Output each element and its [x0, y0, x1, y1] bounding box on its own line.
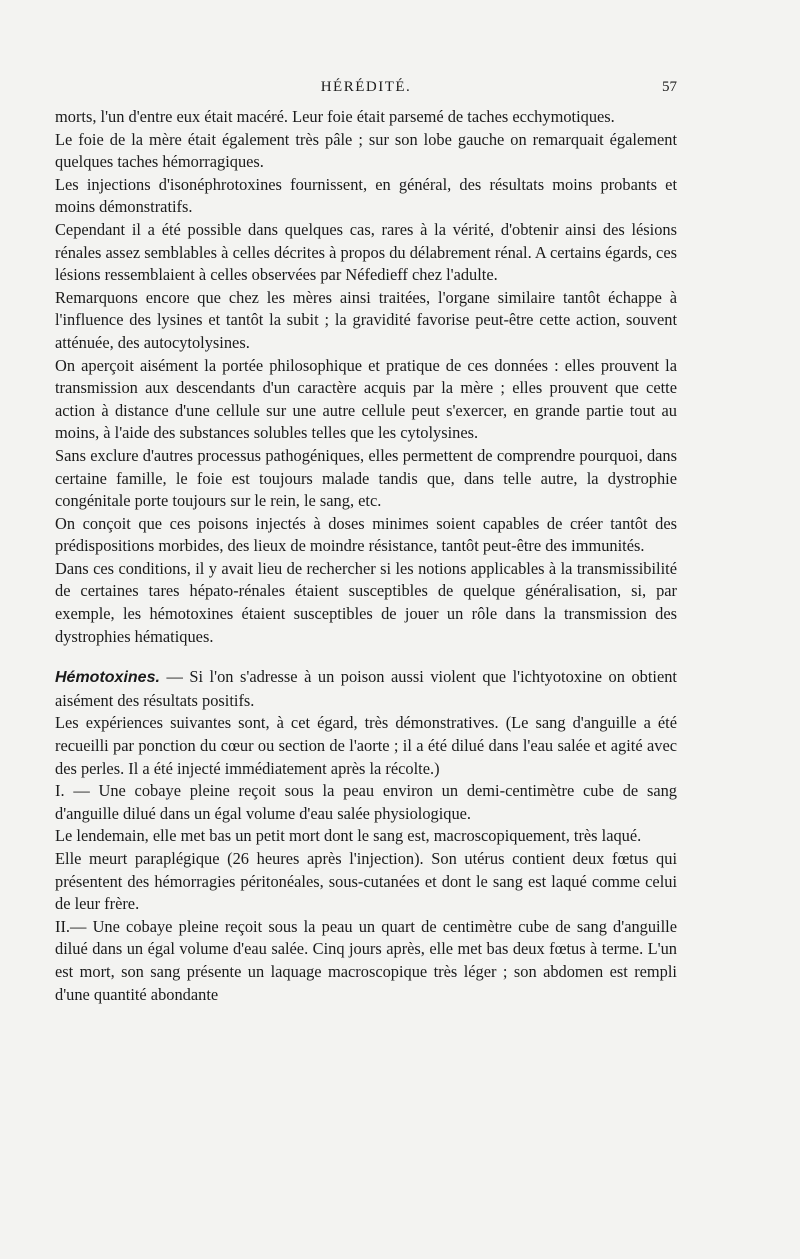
running-head	[55, 72, 677, 106]
paragraph-3: Les injections d'isonéphrotoxines fournissent, en général, des résultats moins probants et moins démonstratifs.	[55, 174, 677, 217]
paragraph-1: morts, l'un d'entre eux était macéré. Leur foie était parsemé de taches ecchymotiques.	[55, 107, 615, 126]
paragraph-8: On conçoit que ces poisons injectés à doses minimes soient capables de créer tantôt des prédispositions morbides, des lieux de moindre résistance, tantôt peut-être des immunités.	[55, 513, 677, 556]
section-intro-paragraph	[55, 666, 677, 712]
page-number: 57	[662, 79, 677, 95]
section-gap	[55, 648, 677, 666]
paragraph-5: Remarquons encore que chez les mères ainsi traitées, l'organe similaire tantôt échappe à l'influence des lysines et tantôt la subit ; la gravidité favorise peut-être cette action, souvent atténuée, des autocytolysines.	[55, 287, 677, 352]
running-title: HÉRÉDITÉ.	[320, 79, 412, 95]
paragraph-6: On aperçoit aisément la portée philosophique et pratique de ces données : elles prouvent la transmission aux descendants d'un caractère acquis par la mère ; elles prouvent que cette action à distance d'une cellule sur une autre cellule peut s'exercer, en grande partie tout au moins, à l'aide des substances solubles telles que les cytolysines.	[55, 355, 677, 443]
paragraph-2: Le foie de la mère était également très pâle ; sur son lobe gauche on remarquait également quelques taches hémorragiques.	[55, 129, 677, 172]
section-paragraph-5: II.— Une cobaye pleine reçoit sous la peau un quart de centimètre cube de sang d'anguille dilué dans un égal volume d'eau salée. Cinq jours après, elle met bas deux fœtus à terme. L'un est mort, son sang présente un laquage macroscopique très léger ; son abdomen est rempli d'une quantité abondante	[55, 916, 677, 1004]
paragraph-4: Cependant il a été possible dans quelques cas, rares à la vérité, d'obtenir ainsi des lésions rénales assez semblables à celles décrites à propos du délabrement rénal. A certains égards, ces lésions ressemblaient à celles observées par Néfedieff chez l'adulte.	[55, 219, 677, 285]
section-paragraph-3: Le lendemain, elle met bas un petit mort dont le sang est, macroscopiquement, très laqué.	[55, 826, 642, 846]
paragraph-9: Dans ces conditions, il y avait lieu de rechercher si les notions applicables à la transmissibilité de certaines tares hépato-rénales étaient susceptibles de quelque généralisation, si, par exemple, les hémotoxines étaient susceptibles de jouer un rôle dans la transmission des dystrophies hématiques.	[55, 558, 677, 646]
section-heading-text: — Si l'on s'adresse à un poison aussi violent que l'ichtyotoxine on obtient aisément des résultats positifs.	[55, 667, 677, 710]
section-paragraph-4: Elle meurt paraplégique (26 heures après l'injection). Son utérus contient deux fœtus qui présentent des hémorragies péritonéales, sous-cutanées et dont le sang est laqué comme celui de leur frère.	[55, 849, 677, 914]
section-heading: Hémotoxines.	[55, 669, 160, 687]
section-paragraph-1: Les expériences suivantes sont, à cet égard, très démonstratives. (Le sang d'anguille a été recueilli par ponction du cœur ou section de l'aorte ; il a été dilué dans l'eau salée et agité avec des perles. Il a été injecté immédiatement après la récolte.)	[55, 713, 677, 778]
section-paragraph-2: I. — Une cobaye pleine reçoit sous la peau environ un demi-centimètre cube de sang d'anguille dilué dans un égal volume d'eau salée physiologique.	[55, 781, 677, 823]
paragraph-7: Sans exclure d'autres processus pathogéniques, elles permettent de comprendre pourquoi, dans certaine famille, le foie est toujours malade tandis que, dans telle autre, la dystrophie congénitale porte toujours sur le rein, le sang, etc.	[55, 445, 677, 511]
page-text	[55, 72, 677, 1006]
